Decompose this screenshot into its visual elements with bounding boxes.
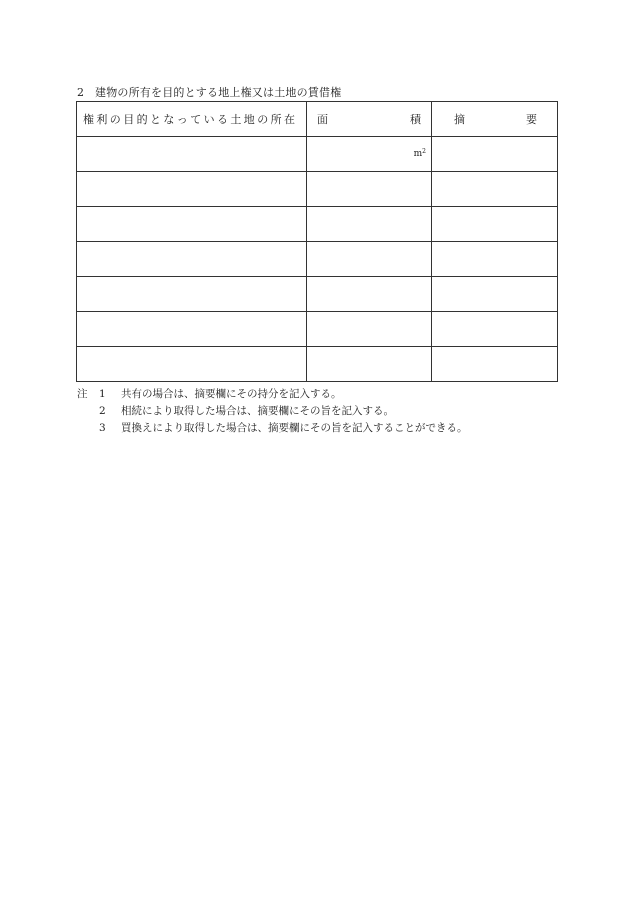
table-row — [77, 207, 558, 242]
section-heading — [77, 84, 341, 100]
location-cell[interactable] — [77, 172, 307, 207]
note-number: 3 — [99, 422, 106, 434]
area-unit: $m^2$ — [413, 148, 426, 159]
table-row — [77, 242, 558, 277]
summary-cell[interactable] — [432, 207, 558, 242]
table-row — [77, 137, 558, 172]
summary-cell[interactable] — [432, 172, 558, 207]
summary-cell[interactable] — [432, 137, 558, 172]
summary-cell[interactable] — [432, 347, 558, 382]
header-area-left: 面 — [317, 113, 328, 126]
note-item — [77, 386, 468, 403]
table-row — [77, 347, 558, 382]
note-number: 2 — [99, 405, 106, 417]
summary-cell[interactable] — [432, 277, 558, 312]
location-cell[interactable] — [77, 242, 307, 277]
note-number: 1 — [99, 388, 106, 400]
note-text: 共有の場合は、摘要欄にその持分を記入する。 — [121, 388, 342, 400]
header-summary — [432, 102, 558, 137]
location-cell[interactable] — [77, 137, 307, 172]
header-area-right: 積 — [410, 113, 421, 126]
area-cell[interactable] — [307, 347, 432, 382]
area-cell[interactable] — [307, 277, 432, 312]
table-row — [77, 277, 558, 312]
section-number: 2 — [77, 86, 85, 99]
header-area — [307, 102, 432, 137]
table-row — [77, 312, 558, 347]
area-cell[interactable] — [307, 207, 432, 242]
section-title: 建物の所有を目的とする地上権又は土地の賃借権 — [95, 86, 342, 99]
area-cell[interactable] — [307, 312, 432, 347]
header-summary-right: 要 — [526, 113, 537, 126]
area-cell[interactable] — [307, 137, 432, 172]
table-row — [77, 172, 558, 207]
note-text: 買換えにより取得した場合は、摘要欄にその旨を記入することができる。 — [121, 422, 468, 434]
land-rights-table — [76, 101, 558, 382]
location-cell[interactable] — [77, 277, 307, 312]
note-item — [77, 420, 468, 437]
location-cell[interactable] — [77, 312, 307, 347]
note-text: 相続により取得した場合は、摘要欄にその旨を記入する。 — [121, 405, 394, 417]
area-cell[interactable] — [307, 242, 432, 277]
table-header-row — [77, 102, 558, 137]
location-cell[interactable] — [77, 347, 307, 382]
header-location: 権利の目的となっている土地の所在 — [77, 102, 307, 137]
note-item — [77, 403, 468, 420]
notes-section — [77, 386, 468, 437]
area-cell[interactable] — [307, 172, 432, 207]
header-summary-left: 摘 — [454, 113, 465, 126]
summary-cell[interactable] — [432, 242, 558, 277]
notes-label: 注 — [77, 388, 88, 400]
summary-cell[interactable] — [432, 312, 558, 347]
location-cell[interactable] — [77, 207, 307, 242]
